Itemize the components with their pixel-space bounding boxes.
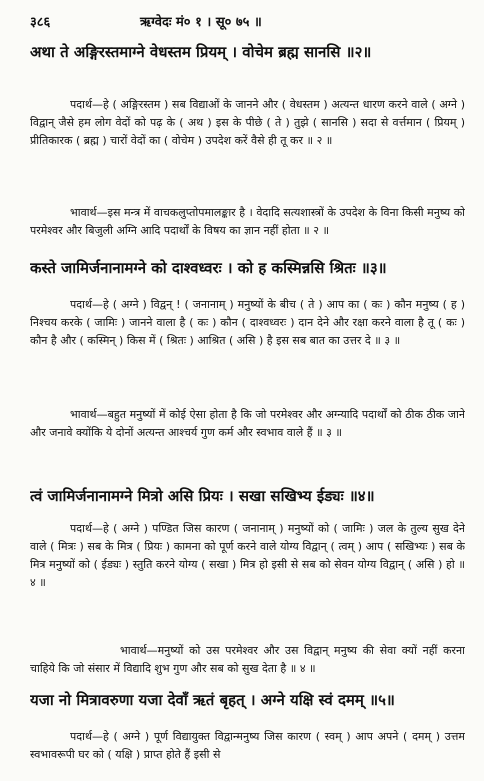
padartha-verse-3: पदार्थ—हे ( अग्ने ) विद्वन् ! ( जनानाम् ) मनुष्यों के बीच ( ते ) आप का ( कः ) कौन मनुष्य ( ह ) निश्चय करके ( जामिः ) जानने वाला है ( कः ) कौन ( दाश्वध्वरः ) दान देने और रक्षा करने वाला है तू ( कः ) कौन है और ( कस्मिन् ) किस में ( श्रितः ) आश्रित ( असि ) है इस सब बात का उत्तर दे ॥ ३ ॥ (30, 298, 465, 347)
padartha-verse-5: पदार्थ—हे ( अग्ने ) पूर्ण विद्यायुक्त विद्वान्मनुष्य जिस कारण ( स्वम् ) आप अपने ( दमम् ) उत्तम स्वभावरूपी घर को ( यक्षि ) प्राप्त होते हैं इसी से (30, 730, 465, 761)
page-number: ३८६ (30, 15, 51, 30)
running-title: ऋग्वेदः मं० १ । सू० ७५ ॥ (140, 15, 262, 30)
mantra-verse-5: यजा नो मित्रावरुणा यजा देवाँ ऋतं बृहत् । अग्ने यक्षि स्वं दमम् ॥५॥ (30, 691, 395, 709)
mantra-verse-2: अथा ते अङ्गिरस्तमाग्ने वेधस्तम प्रियम् । वोचेम ब्रह्म सानसि ॥२॥ (30, 43, 372, 61)
padartha-verse-4: पदार्थ—हे ( अग्ने ) पण्डित जिस कारण ( जनानाम् ) मनुष्यों को ( जामिः ) जल के तुल्य सुख देने वाले ( मित्रः ) सब के मित्र ( प्रियः ) कामना को पूर्ण करने वाले योग्य विद्वान् ( त्वम् ) आप ( सखिभ्यः ) सब के मित्र मनुष्यों को ( ईड्यः ) स्तुति करने योग्य ( सखा ) मित्र हो इसी से सब को सेवन योग्य विद्वान् ( असि ) हो ॥ ४ ॥ (30, 522, 465, 589)
bhavartha-verse-3: भावार्थ—बहुत मनुष्यों में कोई ऐसा होता है कि जो परमेश्वर और अग्न्यादि पदार्थों को ठीक ठीक जाने और जनावे क्योंकि ये दोनों अत्यन्त आश्चर्य गुण कर्म और स्वभाव वाले हैं ॥ ३ ॥ (30, 408, 465, 439)
mantra-verse-3: कस्ते जामिर्जनानामग्ने को दाश्वध्वरः । को ह कस्मिन्नसि श्रितः ॥३॥ (30, 259, 387, 277)
bhavartha-verse-4: भावार्थ—मनुष्यों को उस परमेश्वर और उस विद्वान् मनुष्य की सेवा क्यों नहीं करना चाहिये कि जो संसार में विद्यादि शुभ गुण और सब को सुख देता है ॥ ४ ॥ (30, 644, 465, 675)
bhavartha-verse-2: भावार्थ—इस मन्त्र में वाचकलुप्तोपमालङ्कार है । वेदादि सत्यशास्त्रों के उपदेश के विना किसी मनुष्य को परमेश्वर और बिजुली अग्नि आदि पदार्थों के विषय का ज्ञान नहीं होता ॥ २ ॥ (30, 206, 465, 237)
padartha-verse-2: पदार्थ—हे ( अङ्गिरस्तम ) सब विद्याओं के जानने और ( वेधस्तम ) अत्यन्त धारण करने वाले ( अग्ने ) विद्वान् जैसे हम लोग वेदों को पढ़ के ( अथ ) इस के पीछे ( ते ) तुझे ( सानसि ) सदा से वर्त्तमान ( प्रियम् ) प्रीतिकारक ( ब्रह्म ) चारों वेदों का ( वोचेम ) उपदेश करें वैसे ही तू कर ॥ २ ॥ (30, 98, 465, 147)
page-header (30, 12, 460, 34)
mantra-verse-4: त्वं जामिर्जनानामग्ने मित्रो असि प्रियः । सखा सखिभ्य ईड्यः ॥४॥ (30, 487, 375, 505)
